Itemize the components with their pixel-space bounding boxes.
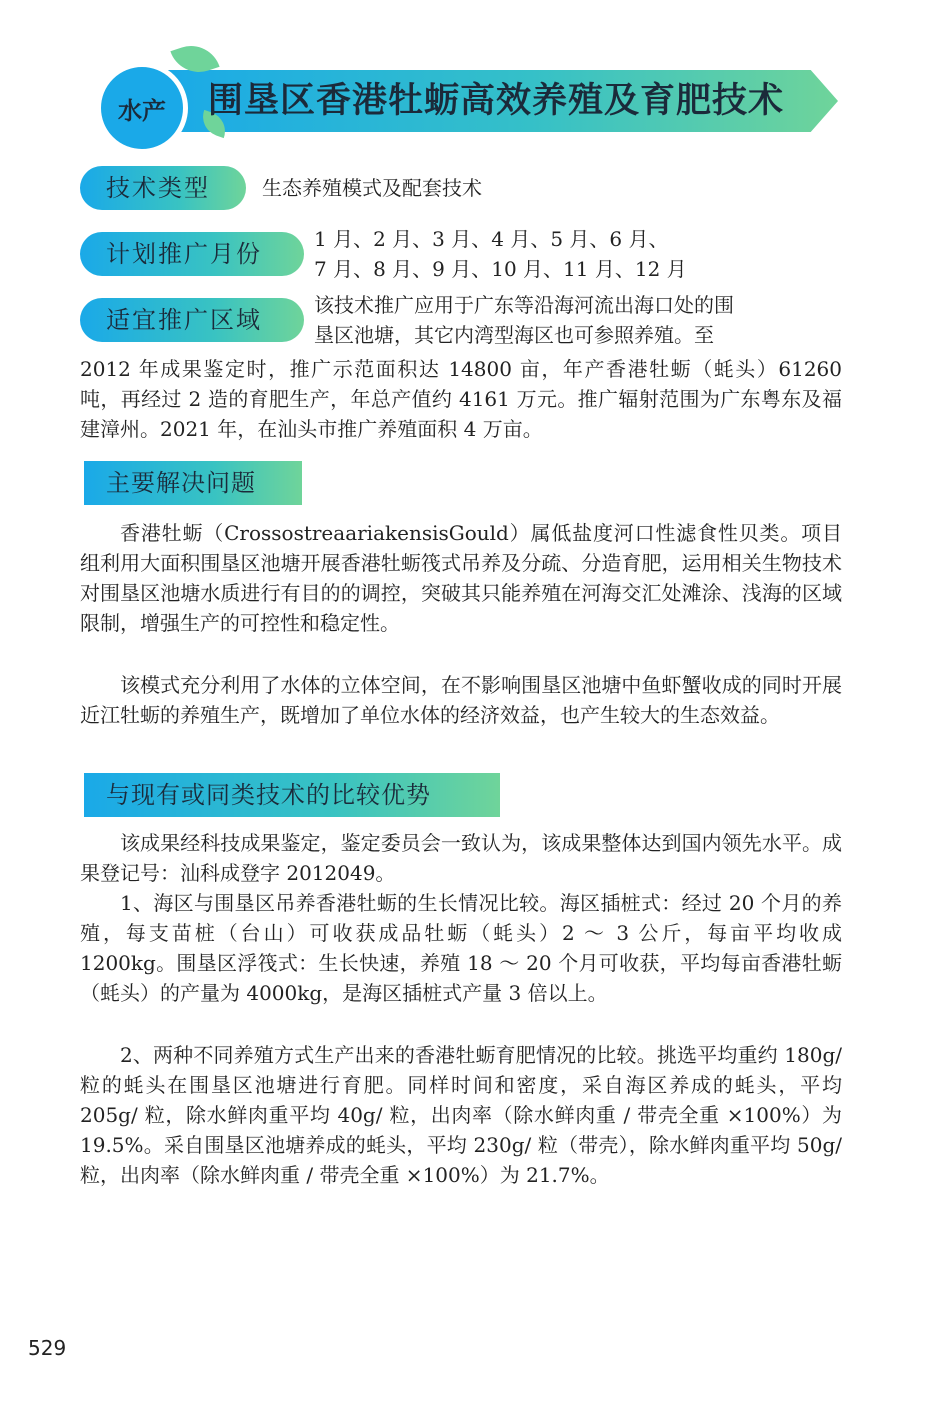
header-banner	[96, 66, 838, 138]
region-label: 适宜推广区域	[80, 298, 304, 342]
region-text: 2012 年成果鉴定时，推广示范面积达 14800 亩，年产香港牡蛎（蚝头）61260 吨，再经过 2 造的育肥生产，年总产值约 4161 万元。推广辐射范围为广东粤东及福建漳州。2021 年，在汕头市推广养殖面积 4 万亩。	[80, 357, 842, 441]
region-line-1: 该技术推广应用于广东等沿海河流出海口处的围	[314, 293, 734, 317]
months-line-2: 7 月、8 月、9 月、10 月、11 月、12 月	[314, 257, 687, 281]
advantages-paragraph-1: 该成果经科技成果鉴定，鉴定委员会一致认为，该成果整体达到国内领先水平。成果登记号：汕科成登字 2012049。	[80, 831, 842, 885]
months-label: 计划推广月份	[80, 232, 304, 276]
category-badge: 水产	[96, 62, 188, 154]
months-line-1: 1 月、2 月、3 月、4 月、5 月、6 月、	[314, 227, 669, 251]
problems-label: 主要解决问题	[84, 461, 302, 505]
problems-paragraph-2: 该模式充分利用了水体的立体空间，在不影响围垦区池塘中鱼虾蟹收成的同时开展近江牡蛎的养殖生产，既增加了单位水体的经济效益，也产生较大的生态效益。	[80, 673, 842, 727]
advantages-paragraph-3: 2、两种不同养殖方式生产出来的香港牡蛎育肥情况的比较。挑选平均重约 180g/ 粒的蚝头在围垦区池塘进行育肥。同样时间和密度，采自海区养成的蚝头，平均 205g/ 粒，除水鲜肉重平均 40g/ 粒，出肉率（除水鲜肉重 / 带壳全重 ×100%）为 19.5%。采自围垦区池塘养成的蚝头，平均 230g/ 粒（带壳），除水鲜肉重平均 50g/ 粒，出肉率（除水鲜肉重 / 带壳全重 ×100%）为 21.7%。	[80, 1043, 842, 1187]
advantages-paragraph-2: 1、海区与围垦区吊养香港牡蛎的生长情况比较。海区插桩式：经过 20 个月的养殖，每支苗桩（台山）可收获成品牡蛎（蚝头）2 ～ 3 公斤，每亩平均收成 1200kg。围垦区浮筏式：生长快速，养殖 18 ～ 20 个月可收获，平均每亩香港牡蛎（蚝头）的产量为 4000kg，是海区插桩式产量 3 倍以上。	[80, 891, 842, 1005]
page-number: 529	[28, 1336, 67, 1360]
problems-paragraph-1: 香港牡蛎（CrossostreaariakensisGould）属低盐度河口性滤食性贝类。项目组利用大面积围垦区池塘开展香港牡蛎筏式吊养及分疏、分造育肥，运用相关生物技术对围垦区池塘水质进行有目的的调控，突破其只能养殖在河海交汇处滩涂、浅海的区域限制，增强生产的可控性和稳定性。	[80, 521, 842, 635]
advantages-label: 与现有或同类技术的比较优势	[84, 773, 500, 817]
tech-type-value: 生态养殖模式及配套技术	[262, 176, 482, 200]
page-title: 围垦区香港牡蛎高效养殖及育肥技术	[208, 81, 785, 121]
tech-type-label: 技术类型	[80, 166, 246, 210]
region-line-2: 垦区池塘，其它内湾型海区也可参照养殖。至	[314, 323, 714, 347]
